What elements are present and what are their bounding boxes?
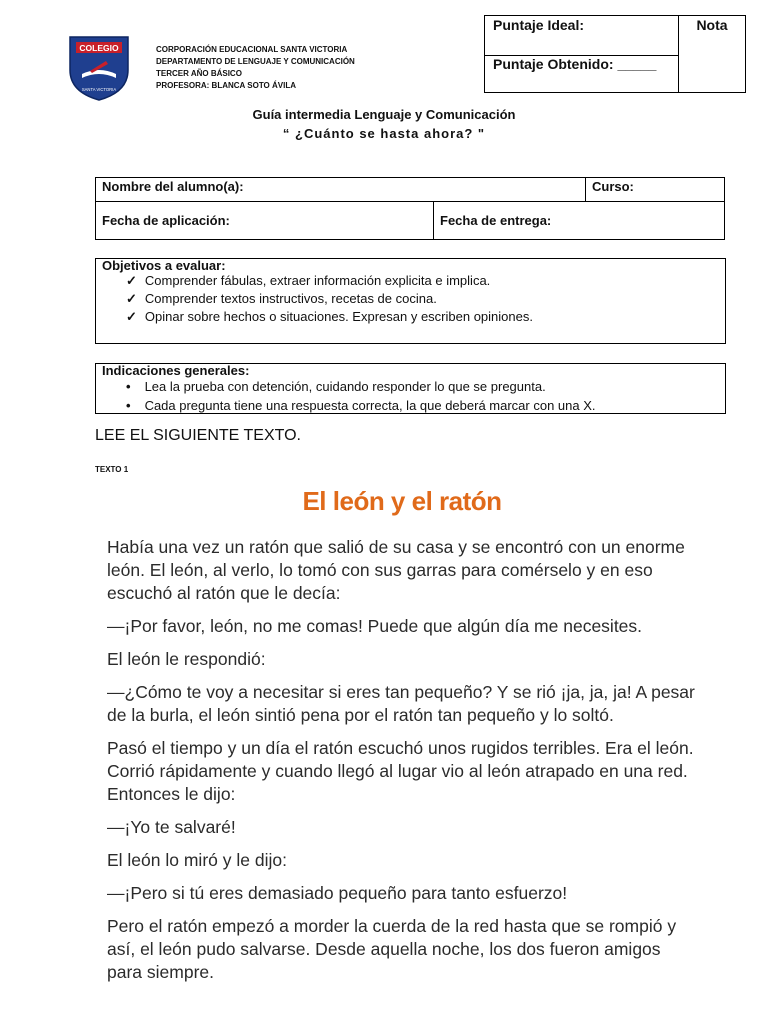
page-title: Guía intermedia Lenguaje y Comunicación [252,107,516,122]
student-name-field[interactable]: Nombre del alumno(a): [96,178,586,202]
story-paragraph: —¡Por favor, león, no me comas! Puede que algún día me necesites. [107,616,643,636]
story-paragraph: Pasó el tiempo y un día el ratón escuchó unos rugidos terribles. Era el león. Corrió rápidamente y cuando llegó al lugar vio al león atrapado en una red. Entonces le dijo: [107,738,694,804]
instruction-item: • Cada pregunta tiene una respuesta correcta, la que deberá marcar con una X. [126,396,725,415]
grade-label: Nota [679,16,746,93]
due-date-field[interactable]: Fecha de entrega: [434,202,725,240]
instructions-box [95,363,726,414]
institution-line: DEPARTAMENTO DE LENGUAJE Y COMUNICACIÓN [156,57,355,66]
score-table [484,15,746,93]
story-paragraph: Había una vez un ratón que salió de su casa y se encontró con un enorme león. El león, al verlo, lo tomó con sus garras para comérselo y en eso escuchó al ratón que le decía: [107,537,685,603]
institution-info [156,44,355,92]
logo-subtext: SANTA VICTORIA [81,87,117,92]
read-prompt: LEE EL SIGUIENTE TEXTO. [95,427,301,444]
objectives-box [95,258,726,344]
instruction-item: • Lea la prueba con detención, cuidando responder lo que se pregunta. [126,377,725,396]
story-body [107,536,697,984]
story-paragraph: Pero el ratón empezó a morder la cuerda de la red hasta que se rompió y así, el león pudo salvarse. Desde aquella noche, los dos fueron amigos para siempre. [107,916,677,982]
story-title: El león y el ratón [302,486,502,516]
story-paragraph: —¿Cómo te voy a necesitar si eres tan pequeño? Y se rió ¡ja, ja, ja! A pesar de la burla, el león sintió pena por el ratón tan pequeño y lo soltó. [107,682,695,725]
institution-line: TERCER AÑO BÁSICO [156,69,242,78]
page-subtitle: “ ¿Cuánto se hasta ahora? " [282,126,486,141]
institution-line: PROFESORA: BLANCA SOTO ÁVILA [156,81,297,90]
obtained-score-label: Puntaje Obtenido: _____ [485,56,679,93]
course-field[interactable]: Curso: [586,178,725,202]
story-paragraph: El león le respondió: [107,649,266,669]
text-label: TEXTO 1 [95,465,129,474]
school-logo [68,34,130,102]
logo-text: COLEGIO [79,43,119,53]
story-paragraph: —¡Yo te salvaré! [107,817,236,837]
apply-date-field[interactable]: Fecha de aplicación: [96,202,434,240]
instructions-heading: Indicaciones generales: [102,363,250,378]
objective-item: ✓ Comprender textos instructivos, recetas de cocina. [126,290,725,308]
ideal-score-label: Puntaje Ideal: [485,16,679,56]
student-info-table [95,177,725,240]
story-paragraph: El león lo miró y le dijo: [107,850,287,870]
story-paragraph: —¡Pero si tú eres demasiado pequeño para tanto esfuerzo! [107,883,568,903]
objective-item: ✓ Opinar sobre hechos o situaciones. Expresan y escriben opiniones. [126,308,725,326]
objective-item: ✓ Comprender fábulas, extraer información explicita e implica. [126,272,725,290]
objectives-heading: Objetivos a evaluar: [102,258,226,273]
institution-line: CORPORACIÓN EDUCACIONAL SANTA VICTORIA [156,45,348,54]
